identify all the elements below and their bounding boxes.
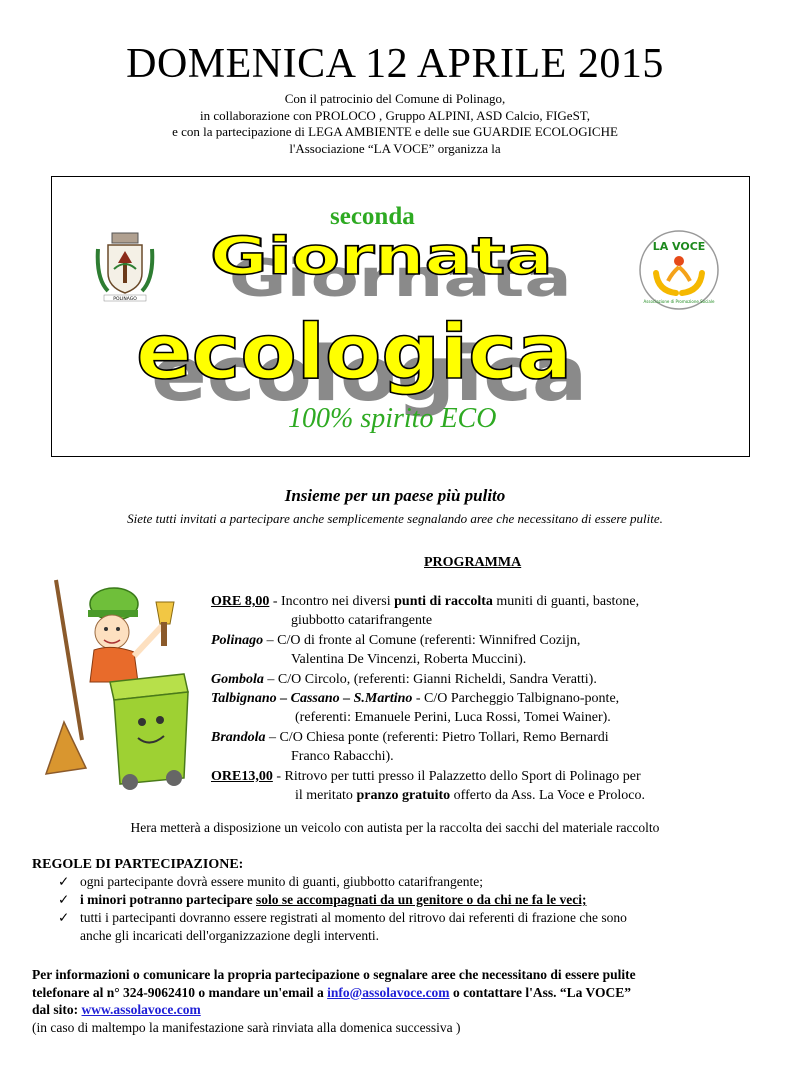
hera-notice: Hera metterà a disposizione un veicolo con autista per la raccolta dei sacchi del materiale raccolto — [130, 820, 660, 835]
eco-mascot-illustration — [34, 562, 199, 802]
programma-heading: PROGRAMMA — [424, 555, 522, 570]
email-link[interactable]: info@assolavoce.com — [327, 984, 450, 1000]
checkmark-icon: ✓ — [58, 910, 70, 925]
la-voce-logo — [638, 229, 720, 311]
invitation-text: Siete tutti invitati a partecipare anche semplicemente segnalando aree che necessitano di essere pulite. — [127, 511, 663, 526]
schedule-line: ORE 8,00 - Incontro nei diversi punti di raccolta muniti di guanti, bastone, — [211, 594, 640, 609]
schedule-line: Brandola – C/O Chiesa ponte (referenti: Pietro Tollari, Remo Bernardi — [211, 729, 609, 745]
banner-seconda: seconda — [330, 203, 415, 230]
info-line: telefonare al n° 324-9062410 o mandare un'email a info@assolavoce.com o contattare l'Ass. “La VOCE” — [32, 984, 632, 1000]
banner-slogan: 100% spirito ECO — [288, 403, 497, 434]
banner-ecologica: ecologica — [136, 307, 573, 396]
rules-heading: REGOLE DI PARTECIPAZIONE: — [32, 857, 244, 872]
program-schedule — [211, 592, 771, 805]
weather-note: (in caso di maltempo la manifestazione sarà rinviata alla domenica successiva ) — [32, 1019, 461, 1035]
schedule-line: il meritato pranzo gratuito offerto da Ass. La Voce e Proloco. — [295, 788, 645, 804]
location-label: Brandola — [211, 729, 266, 745]
intro-text — [0, 91, 790, 157]
schedule-line: Talbignano – Cassano – S.Martino - C/O Parcheggio Talbignano-ponte, — [211, 691, 620, 707]
website-link[interactable]: www.assolavoce.com — [81, 1002, 201, 1017]
schedule-line: Valentina De Vincenzi, Roberta Muccini). — [291, 652, 527, 668]
schedule-line: ORE13,00 - Ritrovo per tutti presso il Palazzetto dello Sport di Polinago per — [211, 768, 641, 784]
logo-subtitle: Associazione di Promozione Sociale — [643, 299, 715, 304]
rule-item: ✓ ogni partecipante dovrà essere munito di guanti, giubbotto catarifrangente; — [58, 874, 483, 889]
checkmark-icon: ✓ — [58, 892, 70, 907]
intro-line: Con il patrocinio del Comune di Polinago, — [284, 91, 506, 106]
logo-name: LA VOCE — [652, 240, 706, 253]
info-line: dal sito: www.assolavoce.com — [32, 1002, 201, 1017]
location-label: Polinago — [211, 632, 264, 648]
polinago-coat-of-arms — [94, 229, 156, 309]
intro-line: l'Associazione “LA VOCE” organizza la — [289, 140, 501, 156]
schedule-line: (referenti: Emanuele Perini, Luca Rossi, Tomei Wainer). — [295, 710, 611, 726]
intro-line: in collaborazione con PROLOCO , Gruppo ALPINI, ASD Calcio, FIGeST, — [199, 107, 591, 123]
intro-line: e con la partecipazione di LEGA AMBIENTE e delle sue GUARDIE ECOLOGICHE — [172, 124, 618, 139]
banner-giornata: Giornata — [210, 227, 553, 287]
checkmark-icon: ✓ — [58, 874, 70, 889]
coat-label: POLINAGO — [113, 297, 137, 302]
info-line: Per informazioni o comunicare la propria partecipazione o segnalare aree che necessitano di essere pulite — [32, 967, 636, 982]
page-title: DOMENICA 12 APRILE 2015 — [126, 41, 664, 87]
headline: Insieme per un paese più pulito — [284, 486, 506, 505]
schedule-line: giubbotto catarifrangente — [291, 613, 433, 629]
schedule-line: Polinago – C/O di fronte al Comune (referenti: Winnifred Cozijn, — [211, 632, 581, 648]
rule-item: ✓ tutti i partecipanti dovranno essere registrati al momento del ritrovo dai referenti di frazione che sono anche gli incaricati dell'organizzazione degli interventi. — [58, 910, 627, 943]
schedule-line: Gombola – C/O Circolo, (referenti: Gianni Richeldi, Sandra Veratti). — [211, 671, 597, 687]
location-label: Gombola — [211, 671, 264, 687]
schedule-line: Franco Rabacchi). — [291, 749, 394, 765]
rule-item: ✓ i minori potranno partecipare solo se accompagnati da un genitore o da chi ne fa le veci; — [58, 892, 587, 907]
contact-info — [32, 966, 767, 1036]
event-banner — [51, 176, 750, 457]
time-label: ORE13,00 — [211, 768, 273, 784]
location-label: Talbignano – Cassano – S.Martino — [211, 691, 413, 707]
rules-list — [58, 873, 758, 945]
time-label: ORE 8,00 — [211, 594, 270, 609]
